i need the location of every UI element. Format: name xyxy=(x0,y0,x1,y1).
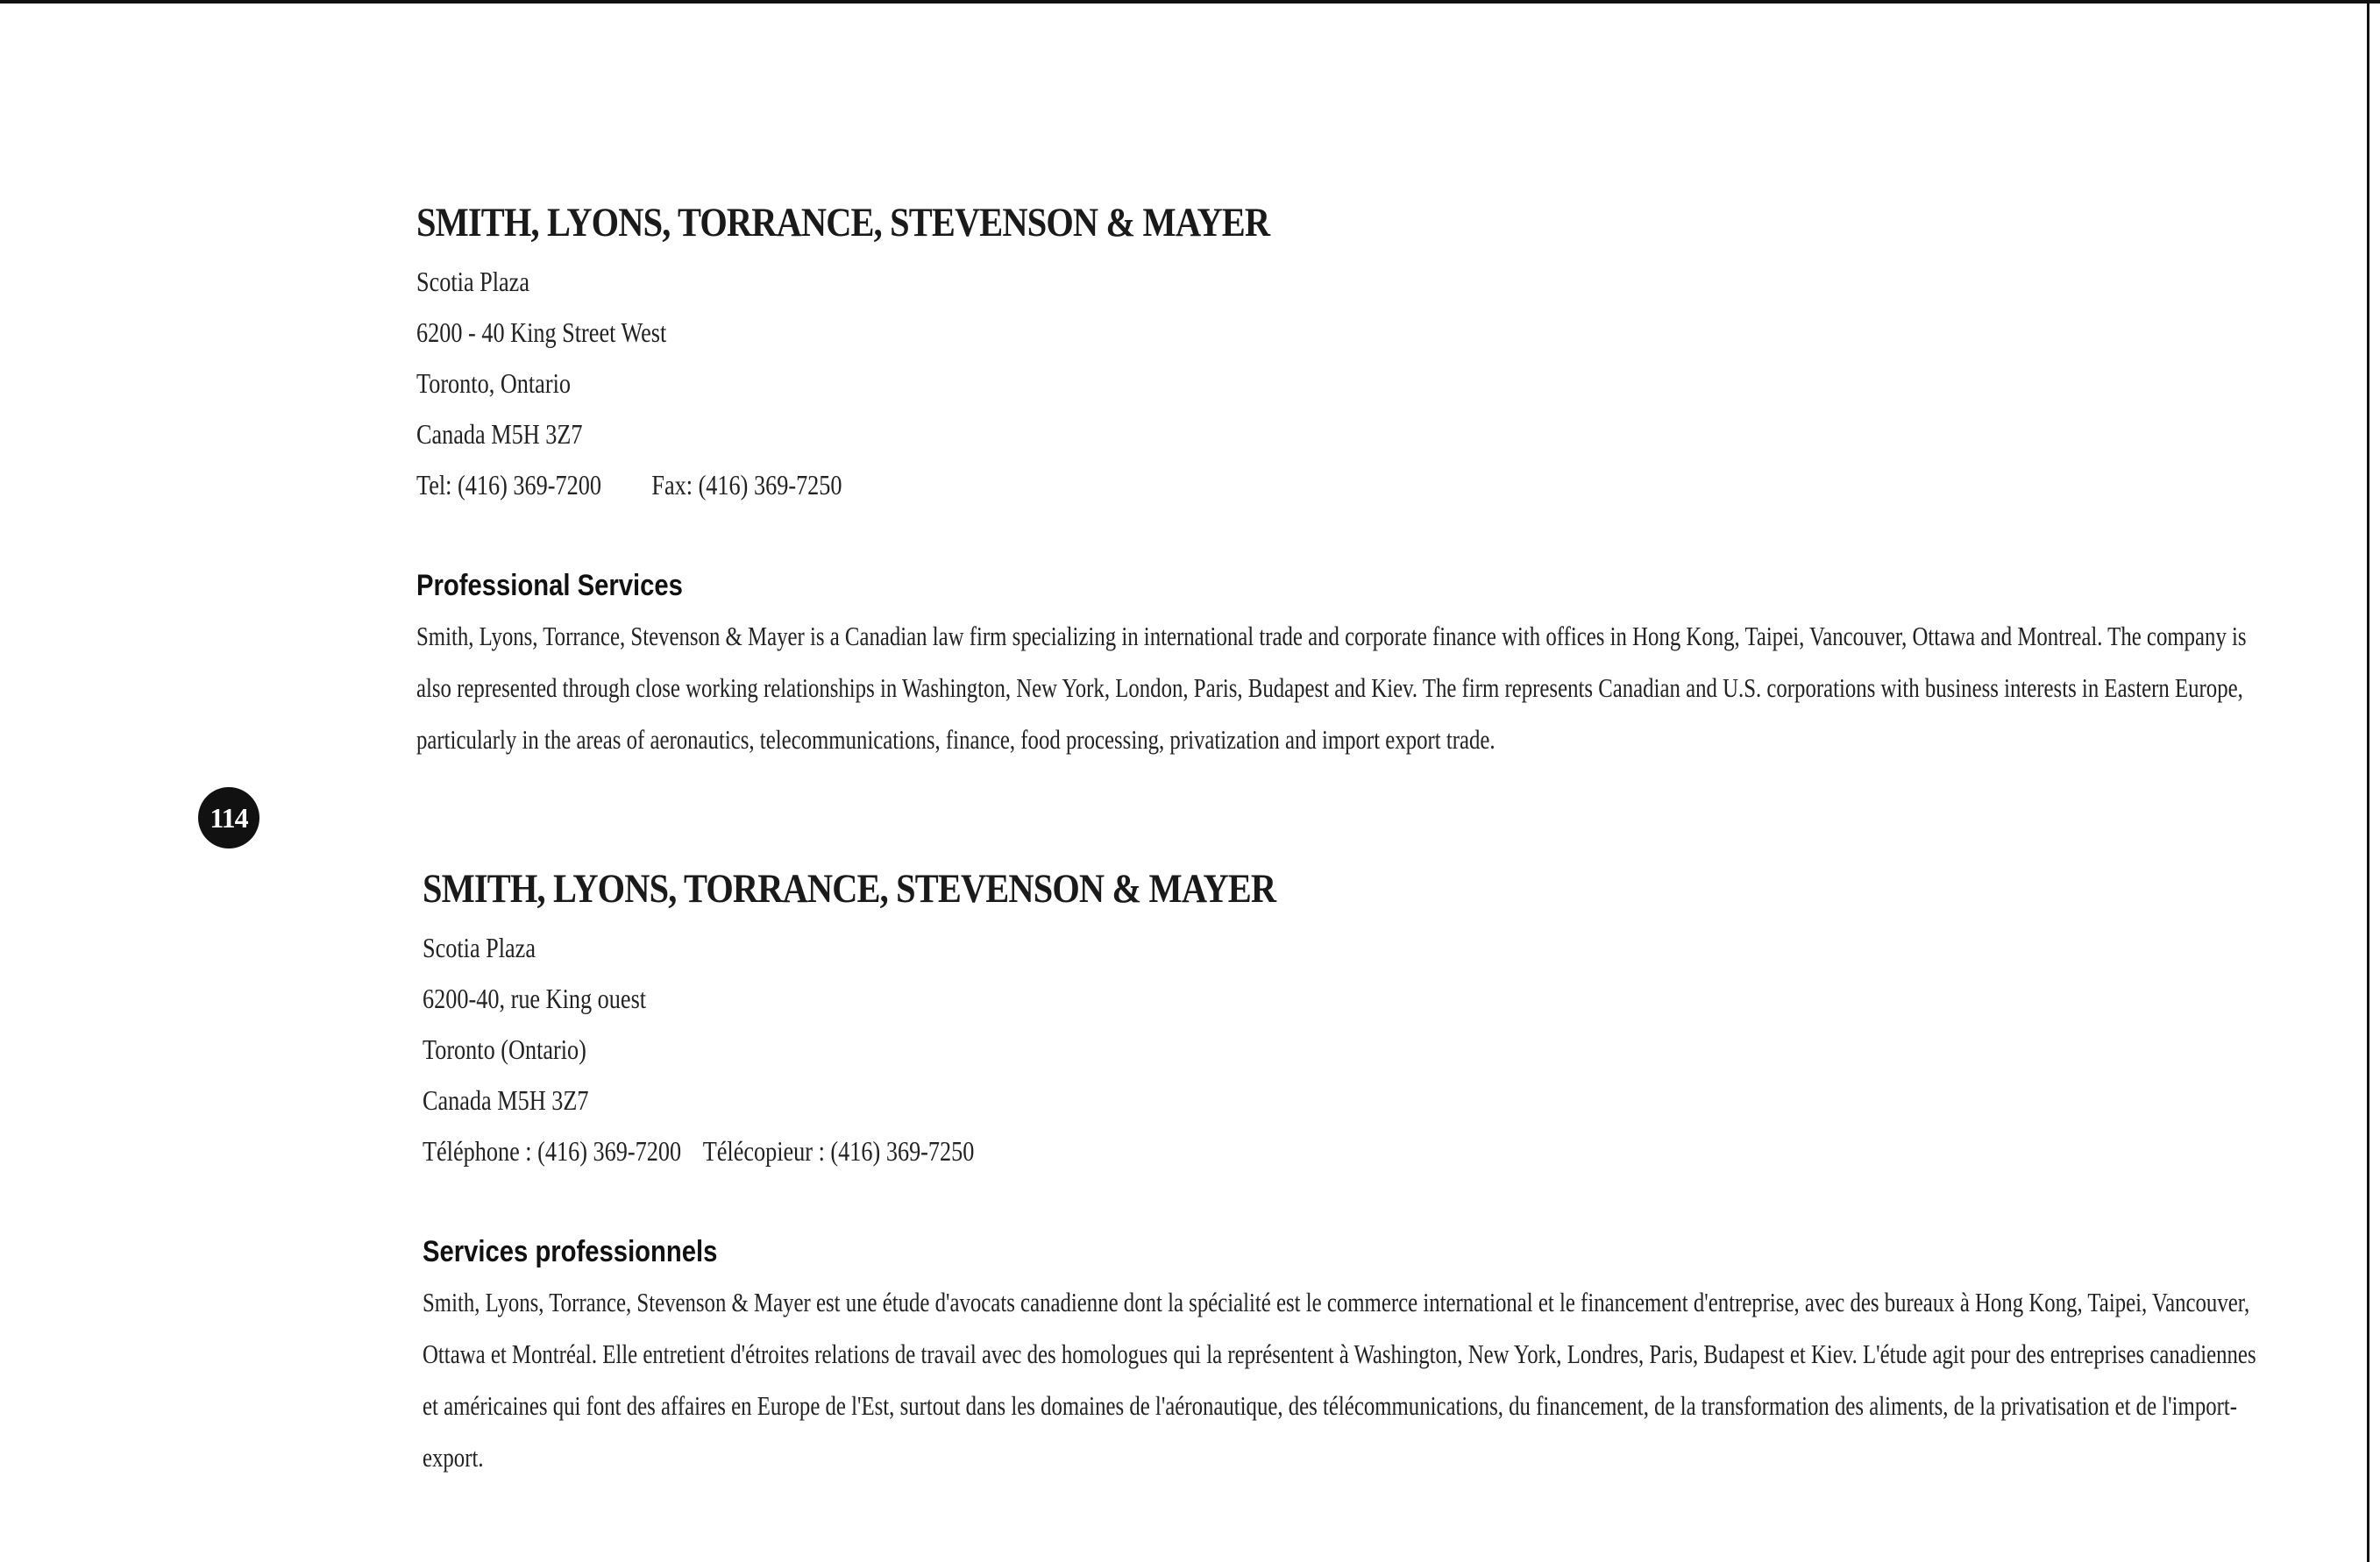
right-border-rule xyxy=(2367,0,2369,1562)
section-heading-fr: Services professionnels xyxy=(423,1235,718,1268)
top-border-rule xyxy=(0,0,2380,4)
address-block-en xyxy=(416,256,1994,510)
address-line-country: Canada M5H 3Z7 xyxy=(423,1084,589,1116)
page-number-badge: 114 xyxy=(198,787,259,848)
telephone-en: Tel: (416) 369-7200 xyxy=(416,469,601,501)
french-listing xyxy=(423,861,2256,1483)
section-heading-en: Professional Services xyxy=(416,569,683,602)
fax-fr: Télécopieur : (416) 369-7250 xyxy=(702,1135,975,1167)
english-listing xyxy=(416,195,2247,765)
address-block-fr xyxy=(423,922,2000,1176)
firm-name-fr: SMITH, LYONS, TORRANCE, STEVENSON & MAYER xyxy=(423,866,1276,912)
firm-name-en: SMITH, LYONS, TORRANCE, STEVENSON & MAYER xyxy=(416,200,1270,245)
contact-line-fr xyxy=(423,1125,1716,1176)
telephone-fr: Téléphone : (416) 369-7200 xyxy=(423,1135,682,1167)
address-line-building: Scotia Plaza xyxy=(416,266,529,297)
section-body-en: Smith, Lyons, Torrance, Stevenson & Mayer is a Canadian law firm specializing in international trade and corporate finance with offices in Hong Kong, Taipei, Vancouver, Ottawa and Montreal. The company is also represented through close working relationships in Washington, New York, London, Paris, Budapest and Kiev. The firm represents Canadian and U.S. corporations with business interests in Eastern Europe, particularly in the areas of aeronautics, telecommunications, finance, food processing, privatization and import export trade. xyxy=(416,621,2247,755)
address-line-building: Scotia Plaza xyxy=(423,932,536,963)
fax-en: Fax: (416) 369-7250 xyxy=(651,469,842,501)
address-line-street: 6200-40, rue King ouest xyxy=(423,983,647,1014)
address-line-city: Toronto (Ontario) xyxy=(423,1033,586,1065)
contact-line-en xyxy=(416,459,1710,510)
address-line-city: Toronto, Ontario xyxy=(416,367,571,399)
address-line-country: Canada M5H 3Z7 xyxy=(416,418,583,450)
section-body-fr: Smith, Lyons, Torrance, Stevenson & Mayer est une étude d'avocats canadienne dont la spécialité est le commerce international et le financement d'entreprise, avec des bureaux à Hong Kong, Taipei, Vancouver, Ottawa et Montréal. Elle entretient d'étroites relations de travail avec des homologues qui la représentent à Washington, New York, Londres, Paris, Budapest et Kiev. L'étude agit pour des entreprises canadiennes et américaines qui font des affaires en Europe de l'Est, surtout dans les domaines de l'aéronautique, des télécommunications, du financement, de la transformation des aliments, de la privatisation et de l'import-export. xyxy=(423,1287,2256,1473)
address-line-street: 6200 - 40 King Street West xyxy=(416,316,667,348)
